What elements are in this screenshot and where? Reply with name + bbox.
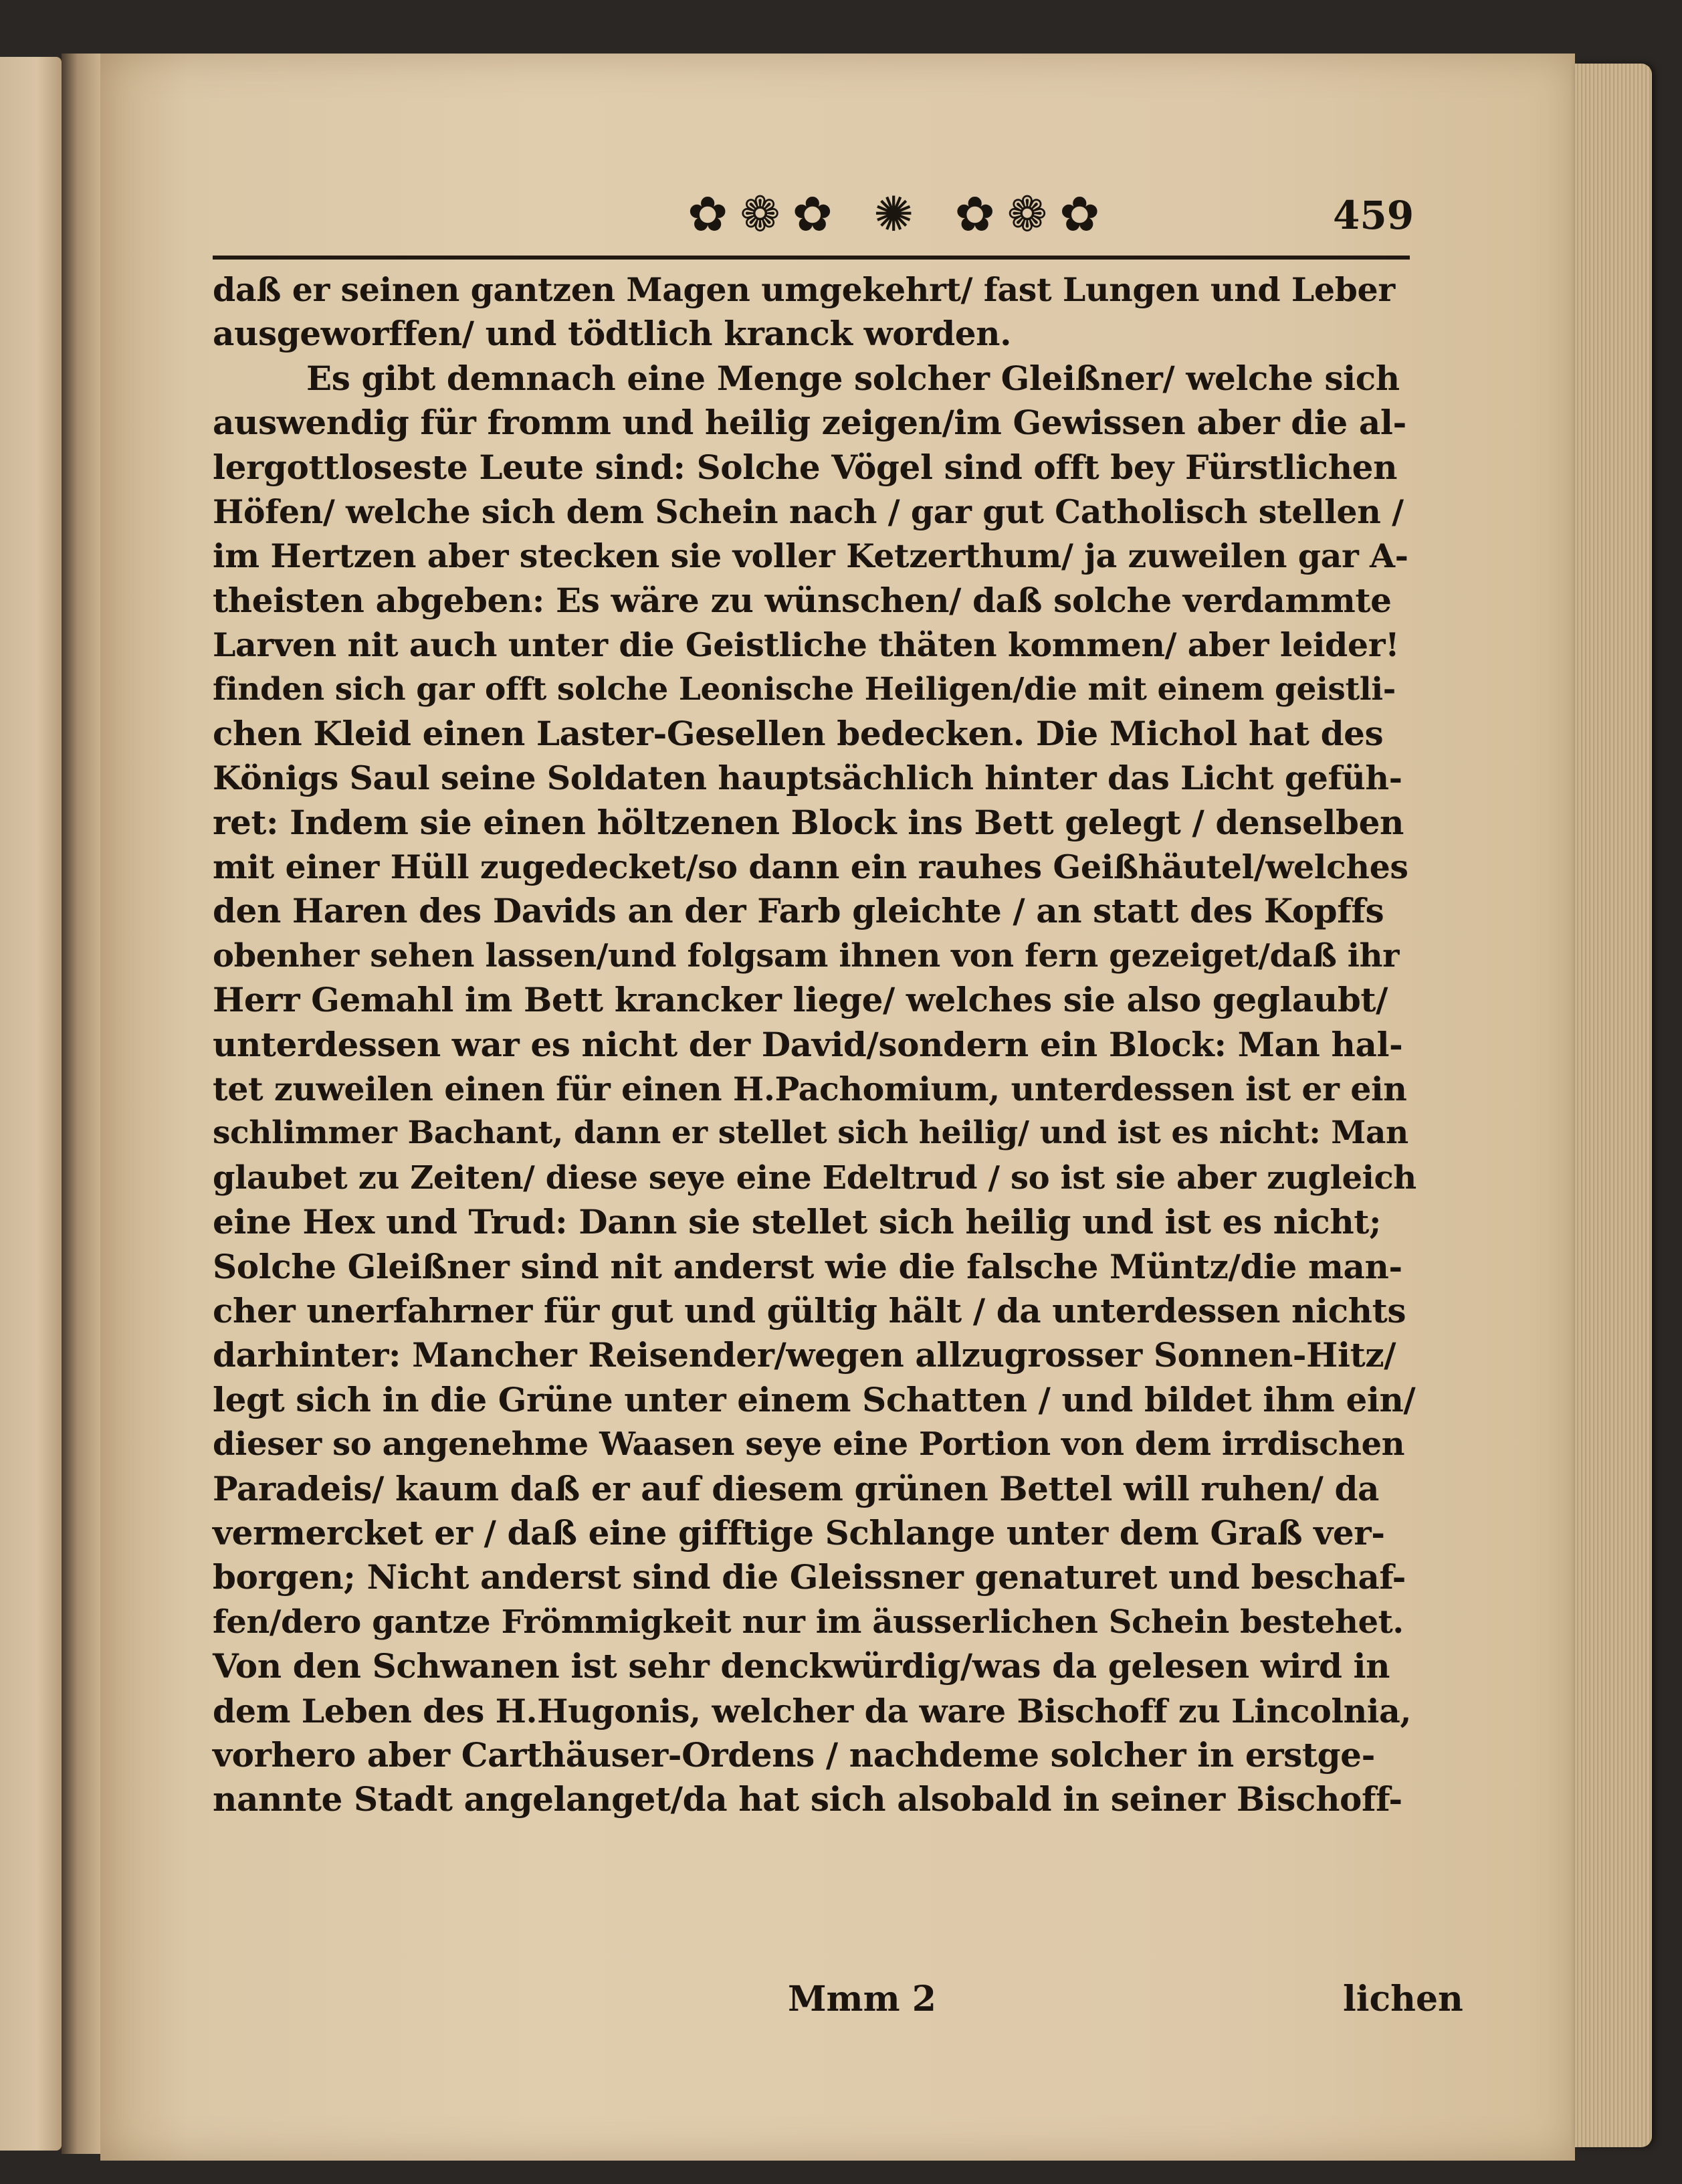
text-line: vermercket er / daß eine gifftige Schlange unter dem Graß ver- [213,1512,1385,1553]
text-line: borgen; Nicht anderst sind die Gleissner genaturet und beschaf- [213,1557,1406,1597]
text-line: Von den Schwanen ist sehr denckwürdig/was da gelesen wird in [213,1646,1390,1686]
signature-mark: Mmm 2 [788,1979,936,2019]
text-line: chen Kleid einen Laster-Gesellen bedecken. Die Michol hat des [213,713,1384,753]
text-line: nannte Stadt angelanget/da hat sich alsobald in seiner Bischoff- [213,1779,1402,1819]
text-line: im Hertzen aber stecken sie voller Ketzerthum/ ja zuweilen gar A- [213,536,1408,576]
text-line: obenher sehen lassen/und folgsam ihnen von fern gezeiget/daß ihr [213,936,1399,975]
text-line: finden sich gar offt solche Leonische Heiligen/die mit einem geistli- [213,670,1396,708]
text-line: Solche Gleißner sind nit anderst wie die falsche Müntz/die man- [213,1246,1402,1286]
text-line: unterdessen war es nicht der David/sondern ein Block: Man hal- [213,1024,1403,1064]
page-fore-edge [1575,64,1652,2147]
text-line: fen/dero gantze Frömmigkeit nur im äusserlichen Schein bestehet. [213,1603,1404,1641]
text-line: mit einer Hüll zugedecket/so dann ein rauhes Geißhäutel/welches [213,848,1408,887]
text-line: lergottloseste Leute sind: Solche Vögel sind offt bey Fürstlichen [213,447,1398,487]
text-line: Herr Gemahl im Bett krancker liege/ welches sie also geglaubt/ [213,980,1388,1020]
text-line: schlimmer Bachant, dann er stellet sich heilig/ und ist es nicht: Man [213,1114,1408,1152]
text-line: cher unerfahrner für gut und gültig hält / da unterdessen nichts [213,1290,1406,1330]
text-line: darhinter: Mancher Reisender/wegen allzugrosser Sonnen-Hitz/ [213,1335,1396,1375]
book-gutter [62,54,102,2154]
text-line: tet zuweilen einen für einen H.Pachomium, unterdessen ist er ein [213,1070,1407,1109]
running-head [213,181,1416,261]
facing-page-edge [0,57,62,2151]
text-line: ret: Indem sie einen höltzenen Block ins Bett gelegt / denselben [213,802,1404,842]
header-rule [213,256,1410,260]
text-line: auswendig für fromm und heilig zeigen/im Gewissen aber die al- [213,403,1406,443]
text-line: ausgeworffen/ und tödtlich kranck worden. [213,314,1012,354]
text-line: theisten abgeben: Es wäre zu wünschen/ daß solche verdammte [213,580,1392,620]
text-line: Paradeis/ kaum daß er auf diesem grünen Bettel will ruhen/ da [213,1468,1380,1508]
text-line: dieser so angenehme Waasen seye eine Portion von dem irrdischen [213,1425,1405,1464]
text-line: Larven nit auch unter die Geistliche thäten kommen/ aber leider! [213,625,1400,665]
text-line: Höfen/ welche sich dem Schein nach / gar gut Catholisch stellen / [213,492,1404,531]
catchword: lichen [1343,1979,1463,2019]
text-line: Königs Saul seine Soldaten hauptsächlich hinter das Licht gefüh- [213,759,1402,798]
text-line: eine Hex und Trud: Dann sie stellet sich heilig und ist es nicht; [213,1202,1382,1242]
text-line: Es gibt demnach eine Menge solcher Gleißner/ welche sich [306,358,1400,398]
text-line: legt sich in die Grüne unter einem Schatten / und bildet ihm ein/ [213,1379,1416,1419]
catchline [213,1979,1463,2025]
text-line: den Haren des Davids an der Farb gleichte / an statt des Kopffs [213,891,1384,931]
body-text [213,268,1416,1822]
text-line: daß er seinen gantzen Magen umgekehrt/ fast Lungen und Leber [213,270,1395,309]
header-ornament: ✿❁✿ ✺ ✿❁✿ [688,186,1112,242]
text-line: vorhero aber Carthäuser-Ordens / nachdeme solcher in erstge- [213,1734,1375,1775]
text-line: glaubet zu Zeiten/ diese seye eine Edeltrud / so ist sie aber zugleich [213,1159,1416,1197]
text-line: dem Leben des H.Hugonis, welcher da ware Bischoff zu Lincolnia, [213,1691,1412,1730]
page-number: 459 [1333,193,1414,238]
